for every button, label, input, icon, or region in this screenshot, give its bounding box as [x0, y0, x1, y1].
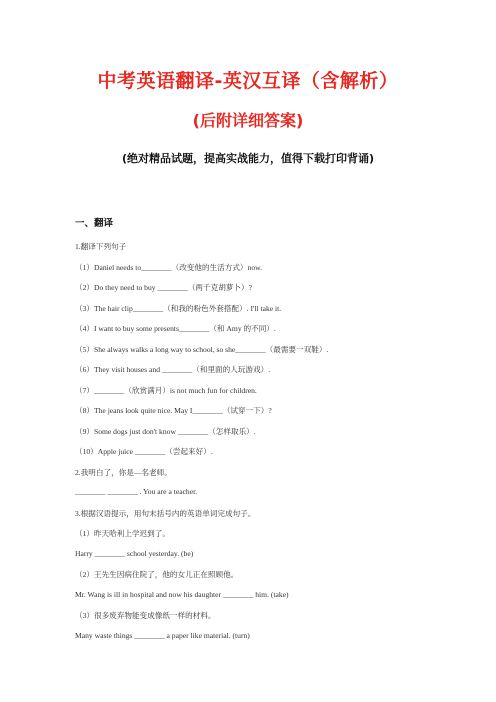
question-1-item-2: （2）Do they need to buy ________（两千克胡萝卜）? — [75, 283, 252, 292]
question-1-heading: 1.翻译下列句子 — [75, 242, 127, 251]
question-1-item-6: （6）They visit houses and ________（和里面的人玩游戏）. — [75, 365, 271, 374]
document-tagline: (绝对精品试题，提高实战能力，值得下载打印背诵) — [121, 152, 375, 165]
question-1-item-7: （7）________（欣赏满月）is not much fun for children. — [75, 386, 257, 395]
question-2-heading: 2.我明白了，你是—名老师。 — [75, 468, 172, 477]
question-1-item-1: （1）Daniel needs to________（改变他的生活方式）now. — [75, 263, 263, 272]
question-3-item-3-chinese: （3）很多废弃物能变成像纸一样的材料。 — [75, 611, 216, 620]
question-1-item-8: （8）The jeans look quite nice. May I________（试穿一下）? — [75, 406, 272, 415]
question-3-item-2-english: Mr. Wang is ill in hospital and now his daughter ________ him. (take) — [75, 590, 289, 599]
section-heading: 一、翻译 — [75, 218, 114, 229]
question-1-item-9: （9）Some dogs just don't know ________（怎样取乐）. — [75, 427, 256, 436]
question-1-item-3: （3）The hair clip________（和我的粉色外套搭配）. I'll take it. — [75, 304, 282, 313]
document-title: 中考英语翻译-英汉互译（含解析） — [97, 70, 399, 92]
question-3-item-3-english: Many waste things ________ a paper like material. (turn) — [75, 631, 250, 640]
document-subtitle: (后附详细答案) — [192, 111, 304, 130]
question-3-item-1-chinese: （1）昨天哈利上学迟到了。 — [75, 529, 170, 538]
question-1-item-5: （5）She always walks a long way to school, so she________（最需要一双鞋）. — [75, 345, 329, 354]
question-3-heading: 3.根据汉语提示，用句末括号内的英语单词完成句子。 — [75, 509, 256, 518]
question-1-item-4: （4）I want to buy some presents________（和 Amy 的不同）. — [75, 324, 276, 333]
question-3-item-2-chinese: （2）王先生因病住院了，他的女儿正在照顾他。 — [75, 570, 239, 579]
question-1-item-10: （10）Apple juice ________（尝起来好）. — [75, 447, 213, 456]
question-3-item-1-english: Harry ________ school yesterday. (be) — [75, 549, 194, 558]
question-2-answer: ________ ________ . You are a teacher. — [75, 487, 198, 496]
